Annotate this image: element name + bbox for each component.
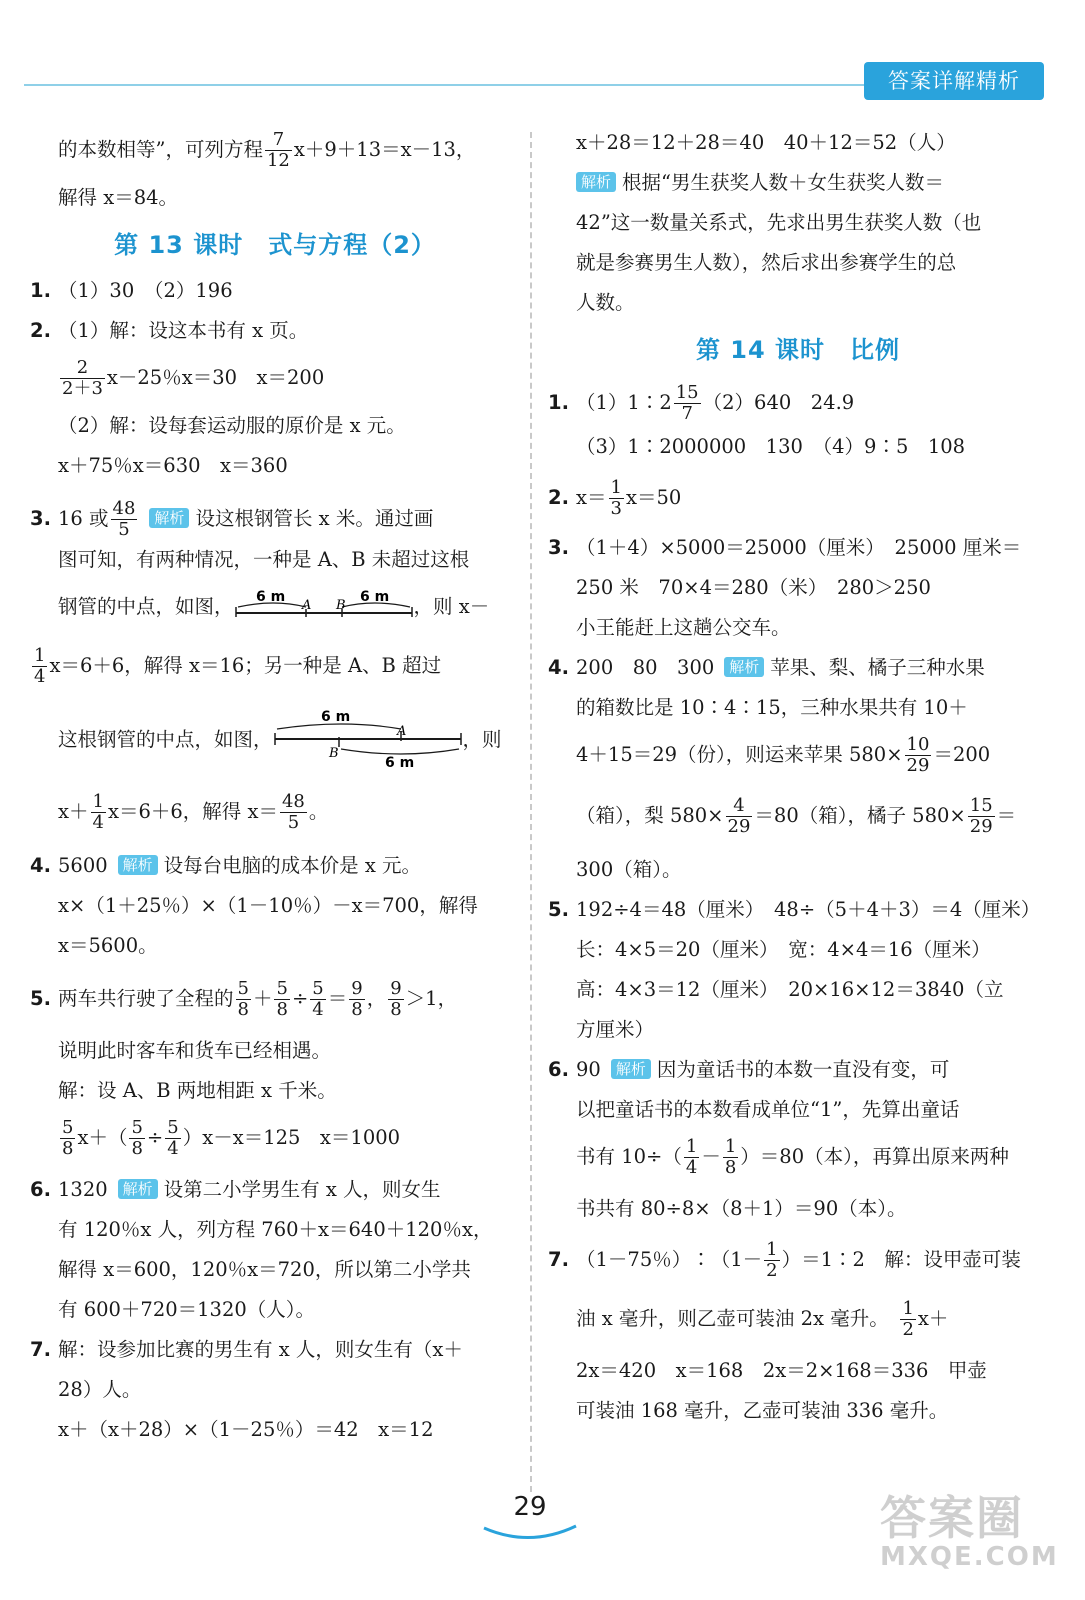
watermark-logo: 答案圈 bbox=[880, 1491, 1024, 1545]
answer-5: 5. 两车共行驶了全程的 $\frac{5}{8}$ ＋ $\frac{5}{8}$ ÷ $\frac{5}{4}$ ＝ $\frac{9}{8}$ ， $\frac{9}{8}$ ＞1， bbox=[30, 978, 458, 1020]
fraction: $\frac{9}{8}$ bbox=[351, 978, 363, 1020]
text-line: x＝5600。 bbox=[58, 934, 158, 957]
fraction: $\frac{4}{29}$ bbox=[727, 795, 751, 837]
text-line bbox=[30, 130, 520, 171]
question-number: 2. bbox=[548, 486, 569, 509]
text-line: x×（1＋25％）×（1－10％）－x＝700，解得 bbox=[58, 894, 478, 917]
page-number-swoosh bbox=[480, 1522, 580, 1546]
text-line: （3）1∶2000000 130 （4）9∶5 108 bbox=[576, 435, 966, 458]
text: x＋9＋13＝x－13， bbox=[293, 138, 476, 161]
fraction: $\frac{48}{5}$ bbox=[281, 791, 305, 833]
analysis-tag: 解析 bbox=[149, 508, 189, 528]
text-line: 250 米 70×4＝280（米） 280＞250 bbox=[576, 576, 931, 599]
fraction: $\frac{1}{2}$ bbox=[902, 1298, 914, 1340]
question-number: 5. bbox=[30, 987, 51, 1010]
question-number: 7. bbox=[548, 1248, 569, 1271]
text-line: 图可知，有两种情况，一种是 A、B 未超过这根 bbox=[58, 548, 470, 571]
page-number: 29 bbox=[513, 1492, 547, 1522]
text-line: 解得 x＝84。 bbox=[58, 186, 179, 209]
fraction: $\frac{1}{3}$ bbox=[610, 477, 622, 519]
answer-1: 1. （1）1∶2 $\frac{15}{7}$ （2）640 24.9 bbox=[548, 382, 855, 424]
diagram-label: 6 m bbox=[320, 709, 350, 725]
pipe-diagram-1 bbox=[234, 587, 414, 628]
analysis-tag: 解析 bbox=[611, 1059, 651, 1079]
watermark-url: MXQE.COM bbox=[880, 1542, 1059, 1572]
text-line: 解：设 A、B 两地相距 x 千米。 bbox=[58, 1079, 337, 1102]
fraction: $\frac{1}{2}$ bbox=[766, 1239, 778, 1281]
text-line: 小王能赶上这趟公交车。 bbox=[576, 616, 791, 639]
fraction: $\frac{7}{12}$ bbox=[266, 129, 290, 171]
pipe-diagram-2 bbox=[273, 707, 463, 774]
text-line: $\frac{2}{2+3}$ x－25％x＝30 x＝200 bbox=[62, 357, 325, 399]
text-line: 长：4×5＝20（厘米） 宽：4×4＝16（厘米） bbox=[576, 938, 991, 961]
analysis-tag: 解析 bbox=[118, 1179, 158, 1199]
answer-6: 6. 90 解析 因为童话书的本数一直没有变，可 bbox=[548, 1058, 950, 1081]
analysis-tag: 解析 bbox=[576, 172, 616, 192]
answer-7: 7. 解：设参加比赛的男生有 x 人，则女生有（x＋ bbox=[30, 1338, 463, 1361]
fraction: $\frac{5}{8}$ bbox=[62, 1117, 74, 1159]
text-line: 这根钢管的中点，如图， 6 m A B 6 m ，则 bbox=[30, 707, 520, 774]
fraction: $\frac{5}{8}$ bbox=[237, 978, 249, 1020]
question-number: 4. bbox=[30, 854, 51, 877]
diagram-label: 6 m bbox=[359, 589, 389, 605]
watermark bbox=[880, 1482, 1059, 1572]
question-number: 7. bbox=[30, 1338, 51, 1361]
diagram-label: 6 m bbox=[255, 589, 285, 605]
text-line: 高：4×3＝12（厘米） 20×16×12＝3840（立 bbox=[576, 978, 1004, 1001]
fraction: $\frac{5}{4}$ bbox=[312, 978, 324, 1020]
question-number: 5. bbox=[548, 898, 569, 921]
text-line: 可装油 168 毫升，乙壶可装油 336 毫升。 bbox=[576, 1399, 949, 1422]
text-line: 解析 根据“男生获奖人数＋女生获奖人数＝ bbox=[548, 170, 1048, 196]
text-line: （箱），梨 580× $\frac{4}{29}$ ＝80（箱），橘子 580× $\frac{15}{29}$ ＝ bbox=[576, 795, 1017, 837]
answer-5: 5. 192÷4＝48（厘米） 48÷（5＋4＋3）＝4（厘米） bbox=[548, 898, 1041, 921]
diagram-label: 6 m bbox=[384, 755, 414, 767]
question-number: 3. bbox=[548, 536, 569, 559]
fraction: $\frac{15}{7}$ bbox=[675, 382, 699, 424]
question-number: 3. bbox=[30, 507, 51, 530]
header-tag: 答案详解精析 bbox=[864, 62, 1044, 100]
lesson-title: 第 13 课时 式与方程（2） bbox=[114, 231, 436, 259]
text-line: x＋（x＋28）×（1－25％）＝42 x＝12 bbox=[58, 1418, 434, 1441]
text-line: 的箱数比是 10∶4∶15，三种水果共有 10＋ bbox=[576, 696, 968, 719]
answer-1: 1. （1）30 （2）196 bbox=[30, 279, 233, 302]
diagram-label: B bbox=[328, 746, 339, 761]
text-line: 说明此时客车和货车已经相遇。 bbox=[58, 1039, 332, 1062]
text-line: 书共有 80÷8×（8＋1）＝90（本）。 bbox=[576, 1197, 907, 1220]
answer-7: 7. （1－75％）∶（1－ $\frac{1}{2}$ ）＝1∶2 解：设甲壶可装 bbox=[548, 1239, 1021, 1281]
analysis-tag: 解析 bbox=[724, 657, 764, 677]
diagram-label: B bbox=[335, 598, 346, 613]
diagram-label: A bbox=[396, 724, 406, 739]
question-number: 6. bbox=[548, 1058, 569, 1081]
text-line: 28）人。 bbox=[58, 1378, 142, 1401]
answer-2: 2. （1）解：设这本书有 x 页。 bbox=[30, 319, 309, 342]
fraction: $\frac{10}{29}$ bbox=[906, 734, 930, 776]
text-line: 油 x 毫升，则乙壶可装油 2x 毫升。 $\frac{1}{2}$ x＋ bbox=[576, 1298, 949, 1340]
question-number: 6. bbox=[30, 1178, 51, 1201]
answer-3: 3. （1＋4）×5000＝25000（厘米） 25000 厘米＝ bbox=[548, 536, 1022, 559]
fraction: $\frac{5}{8}$ bbox=[131, 1117, 143, 1159]
question-number: 1. bbox=[548, 391, 569, 414]
fraction: $\frac{1}{4}$ bbox=[92, 791, 104, 833]
answer-4: 4. 200 80 300 解析 苹果、梨、橘子三种水果 bbox=[548, 656, 985, 679]
fraction: $\frac{2}{2+3}$ bbox=[62, 357, 103, 399]
fraction: $\frac{48}{5}$ bbox=[112, 498, 136, 540]
fraction: $\frac{9}{8}$ bbox=[390, 978, 402, 1020]
answer-4: 4. 5600 解析 设每台电脑的成本价是 x 元。 bbox=[30, 854, 422, 877]
text-line: 4＋15＝29（份），则运来苹果 580× $\frac{10}{29}$ ＝200 bbox=[576, 734, 991, 776]
right-column bbox=[548, 130, 1048, 1438]
lesson-title: 第 14 课时 比例 bbox=[695, 336, 901, 364]
fraction: $\frac{5}{4}$ bbox=[167, 1117, 179, 1159]
text-line: 2x＝420 x＝168 2x＝2×168＝336 甲壶 bbox=[576, 1359, 987, 1382]
text-line: 有 600＋720＝1320（人）。 bbox=[58, 1298, 316, 1321]
text-line: 有 120％x 人，列方程 760＋x＝640＋120％x， bbox=[58, 1218, 493, 1241]
text-line: 300（箱）。 bbox=[576, 858, 682, 881]
text-line: 就是参赛男生人数），然后求出参赛学生的总 bbox=[576, 251, 957, 274]
text-line: 书有 10÷（ $\frac{1}{4}$ － $\frac{1}{8}$ ）＝80（本），再算出原来两种 bbox=[576, 1136, 1009, 1178]
text-line: 解得 x＝600，120％x＝720，所以第二小学共 bbox=[58, 1258, 471, 1281]
column-divider bbox=[530, 132, 532, 1492]
answer-6: 6. 1320 解析 设第二小学男生有 x 人，则女生 bbox=[30, 1178, 441, 1201]
analysis-tag: 解析 bbox=[118, 855, 158, 875]
question-number: 1. bbox=[30, 279, 51, 302]
text-line: $\frac{1}{4}$ x＝6＋6，解得 x＝16；另一种是 A、B 超过 bbox=[34, 645, 442, 687]
fraction: $\frac{1}{4}$ bbox=[34, 645, 46, 687]
text-line: x＋ $\frac{1}{4}$ x＝6＋6，解得 x＝ $\frac{48}{5}$ 。 bbox=[58, 791, 329, 833]
text-line: $\frac{5}{8}$ x＋（ $\frac{5}{8}$ ÷ $\frac{5}{4}$ ）x－x＝125 x＝1000 bbox=[62, 1117, 401, 1159]
text: 的本数相等”，可列方程 bbox=[58, 138, 263, 161]
text-line: x＋75％x＝630 x＝360 bbox=[58, 454, 288, 477]
fraction: $\frac{1}{4}$ bbox=[685, 1136, 698, 1178]
text-line: （2）解：设每套运动服的原价是 x 元。 bbox=[58, 414, 406, 437]
fraction: $\frac{5}{8}$ bbox=[276, 978, 288, 1020]
text-line: 钢管的中点，如图， 6 m A B 6 m ，则 x－ bbox=[30, 587, 520, 628]
question-number: 4. bbox=[548, 656, 569, 679]
left-column bbox=[30, 130, 520, 1457]
header-rule bbox=[24, 84, 876, 86]
answer-3: 3. 16 或 $\frac{48}{5}$ 解析 设这根钢管长 x 米。通过画 bbox=[30, 493, 520, 545]
fraction: $\frac{15}{29}$ bbox=[969, 795, 993, 837]
diagram-label: A bbox=[301, 598, 311, 613]
text-line: 方厘米） bbox=[576, 1018, 655, 1041]
text-line: x＋28＝12＋28＝40 40＋12＝52（人） bbox=[576, 131, 956, 154]
text-line: 人数。 bbox=[576, 291, 635, 314]
question-number: 2. bbox=[30, 319, 51, 342]
text-line: 以把童话书的本数看成单位“1”，先算出童话 bbox=[576, 1098, 960, 1121]
fraction: $\frac{1}{8}$ bbox=[724, 1136, 737, 1178]
answer-2: 2. x＝ $\frac{1}{3}$ x＝50 bbox=[548, 477, 682, 519]
text-line: 42”这一数量关系式，先求出男生获奖人数（也 bbox=[576, 211, 982, 234]
